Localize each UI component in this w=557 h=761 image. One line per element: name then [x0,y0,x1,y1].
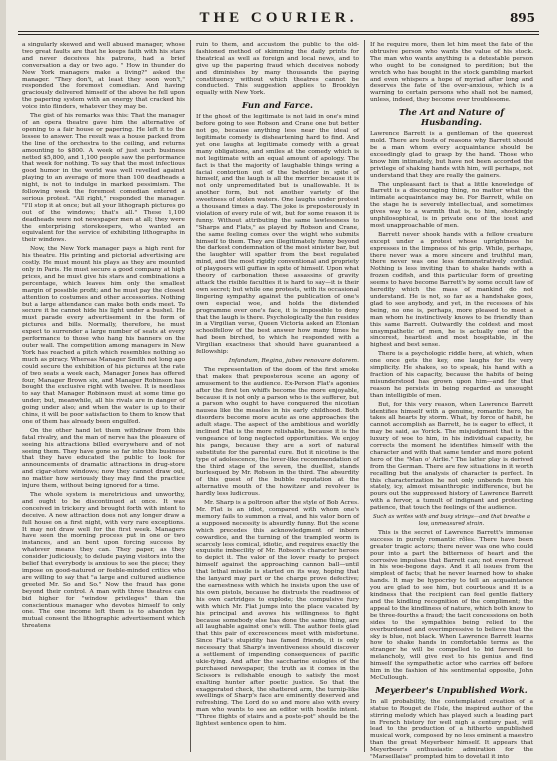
paragraph: The unpleasant fact is that a little knowledge of Barrett is a discouraging thing, no matter what the intimate acquaintance may be. For Barrett, while on the stage he is severely intellectual, and sometimes gives way to a warmth that is, to him, shockingly unphilosophical, is in private one of the icest and most unapproachable of men. [370,181,533,229]
binding-edge [0,0,6,760]
paragraph: The gist of his remarks was this: That the manager of an opera theatre gave him the alternative of opening to a fair house or papering. He left it to the lessee to answer. The result was a house packed from the line of the orchestra to the ceiling, and returns amounting to $800. A week of just such business netted $5,800, and 1,100 people saw the performance that week for nothing. To say that the most infectious good humor in the world was well revelled against playing to an average of more than 100 deadheads a night, is not to indulge in marked pessimism. The following week the foremost comedian entered a serious protest. "All right," responded the manager. "I'll stop it at once; but all your lithograph pictures go out of the windows; that's all." These 1,100 deadheads were not newspaper men at all; they were the enterprising storekeepers, who wanted an equivalent for the service of exhibiting lithographs in their windows. [22,113,185,244]
page-number: 895 [509,11,535,25]
paragraph: On the other hand let them withdraw from this fatal rivalry, and the man of nerve has the pleasure of seeing his attractions billed everywhere and of not seeing them. They have gone so far into this business that they have educated the public to look for announcements of dramatic attractions in drug-store and cigar-store windows; now they cannot draw out, no matter how seriously they may find the practice injure them, without being ignored for a time. [22,427,185,490]
masthead-title: THE COURIER. [199,10,358,26]
paragraph: There is a psychologic riddle here, at which, when one once gets the key, one laughs for its very simplicity. He shakes, so to speak, his hand with a fraction of his capacity, because the habits of being misunderstood has grown upon him—and for that reason he persists in being regarded as unsought than intelligible of men. [370,351,533,399]
paragraph: The whole system is meretricious and unworthy, and ought to be discontinued at once. It was conceived in trickery and brought forth with intent to deceive. A new attraction does not any longer draw a full house on a first night, with very rare exceptions. It may not draw well for the first week. Managers have seen the morning process put in one or two instances, and an bent upon forcing success by whatever means they can. They paper, as they consider judiciously, to delude paying visitors into the belief that everybody is anxious to see the piece; they impose on good-natured or feeble-minded critics who are willing to say that "a large and cultured audience greeted Mr. So and So." Now the fraud has gone beyond their control. A man with three theatres can bid higher for "window privileges" than the conscientious manager who devotes himself to only one. The one income left them is to abandon by mutual consent the lithographic advertisement which threatens [22,492,185,630]
column-divider [364,40,365,752]
quotation: Infandum, Regina, jubes renovare dolorem. [228,357,359,364]
paragraph: The representation of the doom of the first smoke that makes that preposterous scene an agony of amusement to the audience. Ex-Person Flat's agonies after the first ten whiffs become the more enjoyable, because it is not only a parson who is the sufferer, but a parson who ought to have conquered the nicotian nausea like the measles in his early childhood. Both disorders become more acute as one approaches the adult stage. The aspect of the ambitious and worldly inclined Flat is the more relishable, because it is the vengeance of long neglected opportunities. We enjoy his pangs, because they are a sort of natural substitute for the parental cure. But it nicotine is the type of adolescence, the lover-like recommendation of the third stage of the seven, the duellist, stands burlesqued by Mr. Robson in the third. The absurdity of this guest of the bubble reputation at the alternative mouth of the howitzer and revolver is hardly less ludicrous. [196,366,359,498]
paragraph: a singularly skewed and well abused manager, whose two great faults are that he keeps faith with his stars and never deceives his patrons, had a brief conversation a day or two ago. " How in thunder do New York managers make a living?" asked the manager. "They don't, at least they soon won't," responded the foremost comedian. And having graciously delivered himself of the above he fell upon the papering system with an energy that cracked his voice into flinders, whatever they may be. [22,42,185,111]
column-1 [22,42,185,752]
article-heading: Meyerbeer's Unpublished Work. [375,685,528,696]
article-heading: The Art and Nature of Husbanding. [399,108,504,129]
paragraph: Lawrence Barrett is a gentleman of the queerest mold. There are hosts of reasons why Barrett should be a man whom every acquaintance should be exceedingly glad to grasp by the hand. Those who know him intimately, but have not been accorded the privilege of shaking hands with him, will perhaps, not understand that they are really the gainers. [370,131,533,179]
paragraph: ruin to them, and accustom the public to the old-fashioned method of skimming the daily prints for theatrical as well as foreign and local news, and to give up the papering fraud which deceives nobody and diminishes by many thousands the paying constituency without which theatres cannot be conducted. This suggestion applies to Brooklyn equally with New York. [196,42,359,97]
column-divider [190,40,191,752]
page-header [18,10,539,28]
paragraph: But, for this very reason, when Lawrence Barrett identifies himself with a genuine, romantic hero, he takes all hearts by storm. What, by force of habit, he cannot accomplish as Barrett, he is eager to effect, it may be said, as Yorick. The misjudgment that is the luxury of woe to him, in his individual capacity, he corrects the moment he identifies himself with the character and with that same tender and more potent hero of the "Man o' Airlie." The latter play is derived from the German. There are few situations in it worth recalling but the analysis of character is perfect. In this characterization he not only unbends from his stately, icy, almost misanthropic indifference, but he pours out the suppressed history of Lawrence Barrett with a fervor, a tumult of indignant and protecting patience, that touch the feelings of the audience. [370,401,533,512]
paragraph: This is the secret of Lawrence Barrett's immense success in purely romantic rôles. There have been greater tragic actors; there never was one who could pour into a part the bitterness of heart and the corrosive impulses that Barrett can; not even Forrest in his woe-begone days. And it all issues from the simplest of facts; that he never learned how to shake hands. It may be hypocrisy to tell an acquaintance you are glad to see him, but courteous and it is a kindness that the recipient can feel gentle flattery and the kindling recognition of the compliment; the appeal to the kindliness of nature, which both know to be three-fourths a fraud; the tacit concessions on both sides to the sympathies being relied to the overburdened and overimpressive to believe that the sky is blue, not black. When Lawrence Barrett learns how to shake hands in comfortable terms as the stranger he will be compelled to bid farewell to melancholy, will give rest to his genius and find himself the sympathetic actor who carries off before him in the fashion of his sentimental opposite, John McCullough. [370,529,533,681]
column-3 [370,42,533,761]
paragraph: Now, the New York manager pays a high rent for his theatre. His printing and pictorial advertising are costly. He must mount his plays as they are mounted only in Paris. He must secure a good company at high prices, and he must give his stars and combinations a percentage, which leaves him only the smallest margin of possible profit; and he must pay the closest attention to costumes and other accessories. Nothing but a large attendance can make both ends meet. To secure it he cannot hide his light under a bushel. He must parade every advertisement in the form of pictures and bills. Normally, therefore, he must expect to surrender a large number of seats at every performance to those who hang his banners on the outer wall. The competition among managers in New York has reached a pitch which resembles nothing so much as piracy. Whereas Manager Smith not long ago could secure the exhibition of his pictures at the rate of two seats a week each, Manager Jones has offered four, Manager Brown six, and Manager Robinson has bought the exclusive right with twelve. It is needless to say that Manager Robinson must at some time go under; but, meanwhile, all his rivals are in danger of going under also; and when the water is up to their chins, it will be poor satisfaction to them to know that one of them has already been engulfed. [22,246,185,425]
verse-quote: Such as writes with and busy strings—and that breathe a low, unmeasured strain. [373,514,530,527]
article-heading: Fun and Farce. [242,101,313,112]
paragraph: If the ghost of the legitimate is not laid in one's mind before going to see Robson and Crane one but better not go, because anything less near the ideal of legitimate comedy is disheartening hard to find. And yet one laughs at legitimate comedy with a great many obligations, and smiles at the comedy which is not legitimate with an equal amount of apology. The fact is that the majority of laughable things wring a facial contortion out of the beholder in spite of himself, and the laugh is all the merrier because it is not only unpremeditated but is unallowable. It is another form, but not another variety of the sweetness of stolen waters. One laughs under protest a thousand times a day. The joke is preposterously in violation of every rule of wit, but for some reason it is funny. Without attributing the same lawlessness to "Sharps and Flats," as played by Robson and Crane, the same feeling comes over the wight who submits himself to them. They are illegitimately funny beyond the darkest condemnation of the most sinister bar, but the laughter will spatter from the best regulated mind, and the most rigidly conventional and propriety of playgoers will guffaw in spite of himself. Upon what theory of carbonation these assassins of gravity attack the risible faculties it is hard to say—it is their own secret; but while one protests, with its occasional lingering sympathy against the publication of one's own especial woe, and holds the distended programme over one's face, it is impossible to deny that the laugh is there. Psychologically the fun resides in a Virgilian verse, Queen Victoria asked an Etonian schoolfellow of the best answer how many times he had been birched, to which he responded with a Virgilian exactness that should have guaranteed a fellowship: [196,114,359,356]
column-2 [196,42,359,752]
paragraph: Mr. Sharp is a poltroon after the style of Bob Acres. Mr. Flat is an idiot, compared with whom one's memory fails to summon a rival, and his valor born of a supposed necessity is absurdly funny. But the scene which precedes this acknowledgment of inborn cowardice, and the turning of the trampled worm is scarcely less comical, idiotic, and requires exactly the exquisite imbecility of Mr. Robson's character heroes to depict it. The valor of the lover ready to project himself against the approaching cannon ball—until that lethal missile is started on its way, hoping that the lanyard may part or the charge prove defective; the earnestness with which he insists upon the use of his own pistols, because he distrusts the readiness of his own cartridges to explode; the compulsive fury with which Mr. Flat jumps into the place vacated by his principal and avows his willingness to fight because somebody else has done the same thing, are all laughable against one's will. The author feels glad that this pair of excrescences meet with misfortune. Since Flat's stupidity has famed friends, it is only necessary that Sharp's inventiveness should discover a settlement of impending consequences of pacific ukie-fying. And after the saccharine eulogies of the purchased newspaper, the truth as it comes in the Scissors is relishable enough to satisfy the most exalting hunter after poetic justice. So that the exaggerated check, the shattered arm, the turnip-like swellings of Sharp's face are eminently deserved and refreshing. The Lord do so and more also with every man who wants to see an editor with hostile intent. "Three flights of stairs and a poste-pot" should be the lightest sentence open to him. [196,500,359,728]
paragraph: In all probability, the contemplated creation of a statue to Rouget de l'Isle, the inspired author of the stirring melody which has played such a leading part in French history for well nigh a century past, will lead to the production of a hitherto unpublished musical work, composed by no less eminent a maestro than the great Meyerbeer himself. It appears that Meyerbeer's enthusiastic admiration for the "Marseillaise" prompted him to dovetail it into [370,698,533,761]
header-rule [18,31,539,32]
header-rule-2 [18,34,539,35]
paragraph: Barrett never shook hands with a fellow creature except under a protest whose uprightness he expresses in the limpness of his grip. While, perhaps, there never was a more sincere and truthful man, there never was one less demonstratively cordial. Nothing is less inviting than to shake hands with a frozen codfish, and this particular form of greeting seems to have become Barrett's by some occult law of heredity which the mass of mankind do not understand. He is not, so far as a handshake goes, glad to see anybody, and yet, in the recesses of his being, no one is, perhaps, more pleased to meet a man whom he instinctively knows to be friendly than this same Barrett. Outwardly the coldest and most unsympathetic of men, he is actually one of the sincerest, heartiest and most hospitable, in the highest and best sense. [370,231,533,349]
paragraph: If he require more, then let him meet the fate of the obtrusive person who wants the value of his stock. The man who wants anything is a detestable person who ought to be consigned to perdition; but the wretch who has bought in the stock gambling market and even whispers a hope of myriad after long and deserves the fate of the over-anxious, which is a warning to certain persons who shall not be named, unless, indeed, they become over troublesome. [370,42,533,104]
